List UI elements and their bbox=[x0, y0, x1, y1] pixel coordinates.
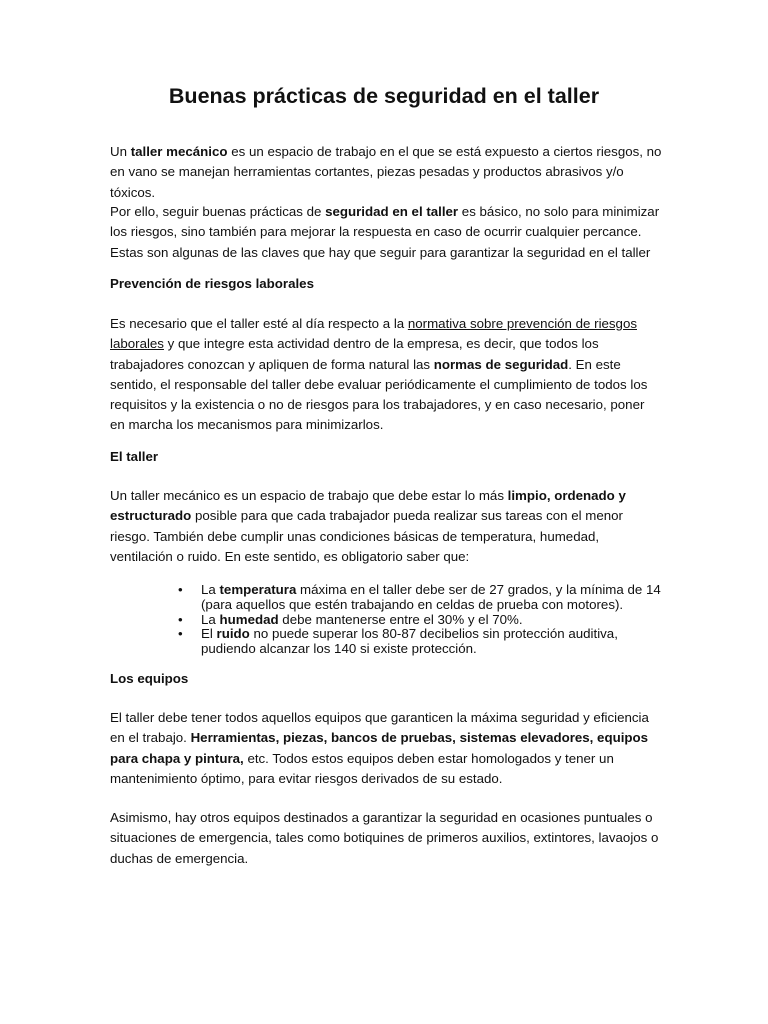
equipos-paragraph-2: Asimismo, hay otros equipos destinados a garantizar la seguridad en ocasiones puntuales o situaciones de emergencia, tales como botiquines de primeros auxilios, extintores, lavaojos o duchas de emergencia. bbox=[110, 810, 659, 866]
section-heading-equipos: Los equipos bbox=[110, 671, 189, 686]
requirements-list bbox=[110, 583, 662, 657]
bold-term: temperatura bbox=[219, 582, 297, 597]
intro-paragraph-1: Un taller mecánico es un espacio de trabajo en el que se está expuesto a ciertos riesgos, no en vano se manejan herramientas cortantes, piezas pesadas y productos abrasivos y/o tóxicos. bbox=[110, 144, 662, 200]
list-item: • La temperatura máxima en el taller debe ser de 27 grados, y la mínima de 14 (para aquellos que estén trabajando en celdas de prueba con motores). bbox=[178, 582, 661, 612]
taller-paragraph: Un taller mecánico es un espacio de trabajo que debe estar lo más limpio, ordenado y estructurado posible para que cada trabajador pueda realizar sus tareas con el menor riesgo. También debe cumplir unas condiciones básicas de temperatura, humedad, ventilación o ruido. En este sentido, es obligatorio saber que: bbox=[110, 488, 626, 564]
prevencion-paragraph: Es necesario que el taller esté al día respecto a la normativa sobre prevención de riesgos laborales y que integre esta actividad dentro de la empresa, es decir, que todos los trabajadores conozcan y apliquen de forma natural las normas de seguridad. En este sentido, el responsable del taller debe evaluar periódicamente el cumplimiento de todos los requisitos y la existencia o no de riesgos para los trabajadores, y en caso necesario, poner en marcha los mecanismos para minimizarlos. bbox=[110, 316, 648, 433]
bold-term: ruido bbox=[216, 626, 250, 642]
intro-paragraph-2: Por ello, seguir buenas prácticas de seguridad en el taller es básico, no solo para minimizar los riesgos, sino también para mejorar la respuesta en caso de ocurrir cualquier percance. Estas son algunas de las claves que hay que seguir para garantizar la seguridad en el taller bbox=[110, 204, 660, 260]
bold-term: normas de seguridad bbox=[433, 356, 569, 372]
bold-term: seguridad en el taller bbox=[325, 204, 459, 219]
document-title: Buenas prácticas de seguridad en el taller bbox=[168, 84, 600, 108]
section-heading-prevencion: Prevención de riesgos laborales bbox=[110, 276, 314, 291]
equipos-paragraph-1: El taller debe tener todos aquellos equipos que garanticen la máxima seguridad y eficiencia en el trabajo. Herramientas, piezas, bancos de pruebas, sistemas elevadores, equipos para chapa y pintura, etc. Todos estos equipos deben estar homologados y tener un mantenimiento óptimo, para evitar riesgos derivados de su estado. bbox=[110, 710, 649, 786]
bullet-icon: • bbox=[178, 626, 183, 642]
bullet-icon: • bbox=[178, 611, 183, 627]
bold-term: limpio, ordenado y estructurado bbox=[110, 488, 626, 524]
section-heading-taller: El taller bbox=[110, 449, 159, 464]
list-item: • La humedad debe mantenerse entre el 30% y el 70%. bbox=[178, 611, 523, 627]
bold-term: humedad bbox=[219, 611, 279, 627]
bold-term: Herramientas, piezas, bancos de pruebas, sistemas elevadores, equipos para chapa y pintura, bbox=[110, 730, 649, 766]
bullet-icon: • bbox=[178, 582, 183, 597]
normativa-link[interactable]: normativa sobre prevención de riesgos laborales bbox=[110, 316, 637, 352]
bold-term: taller mecánico bbox=[130, 144, 228, 159]
list-item: • El ruido no puede superar los 80-87 decibelios sin protección auditiva, pudiendo alcanzar los 140 si existe protección. bbox=[178, 626, 618, 657]
